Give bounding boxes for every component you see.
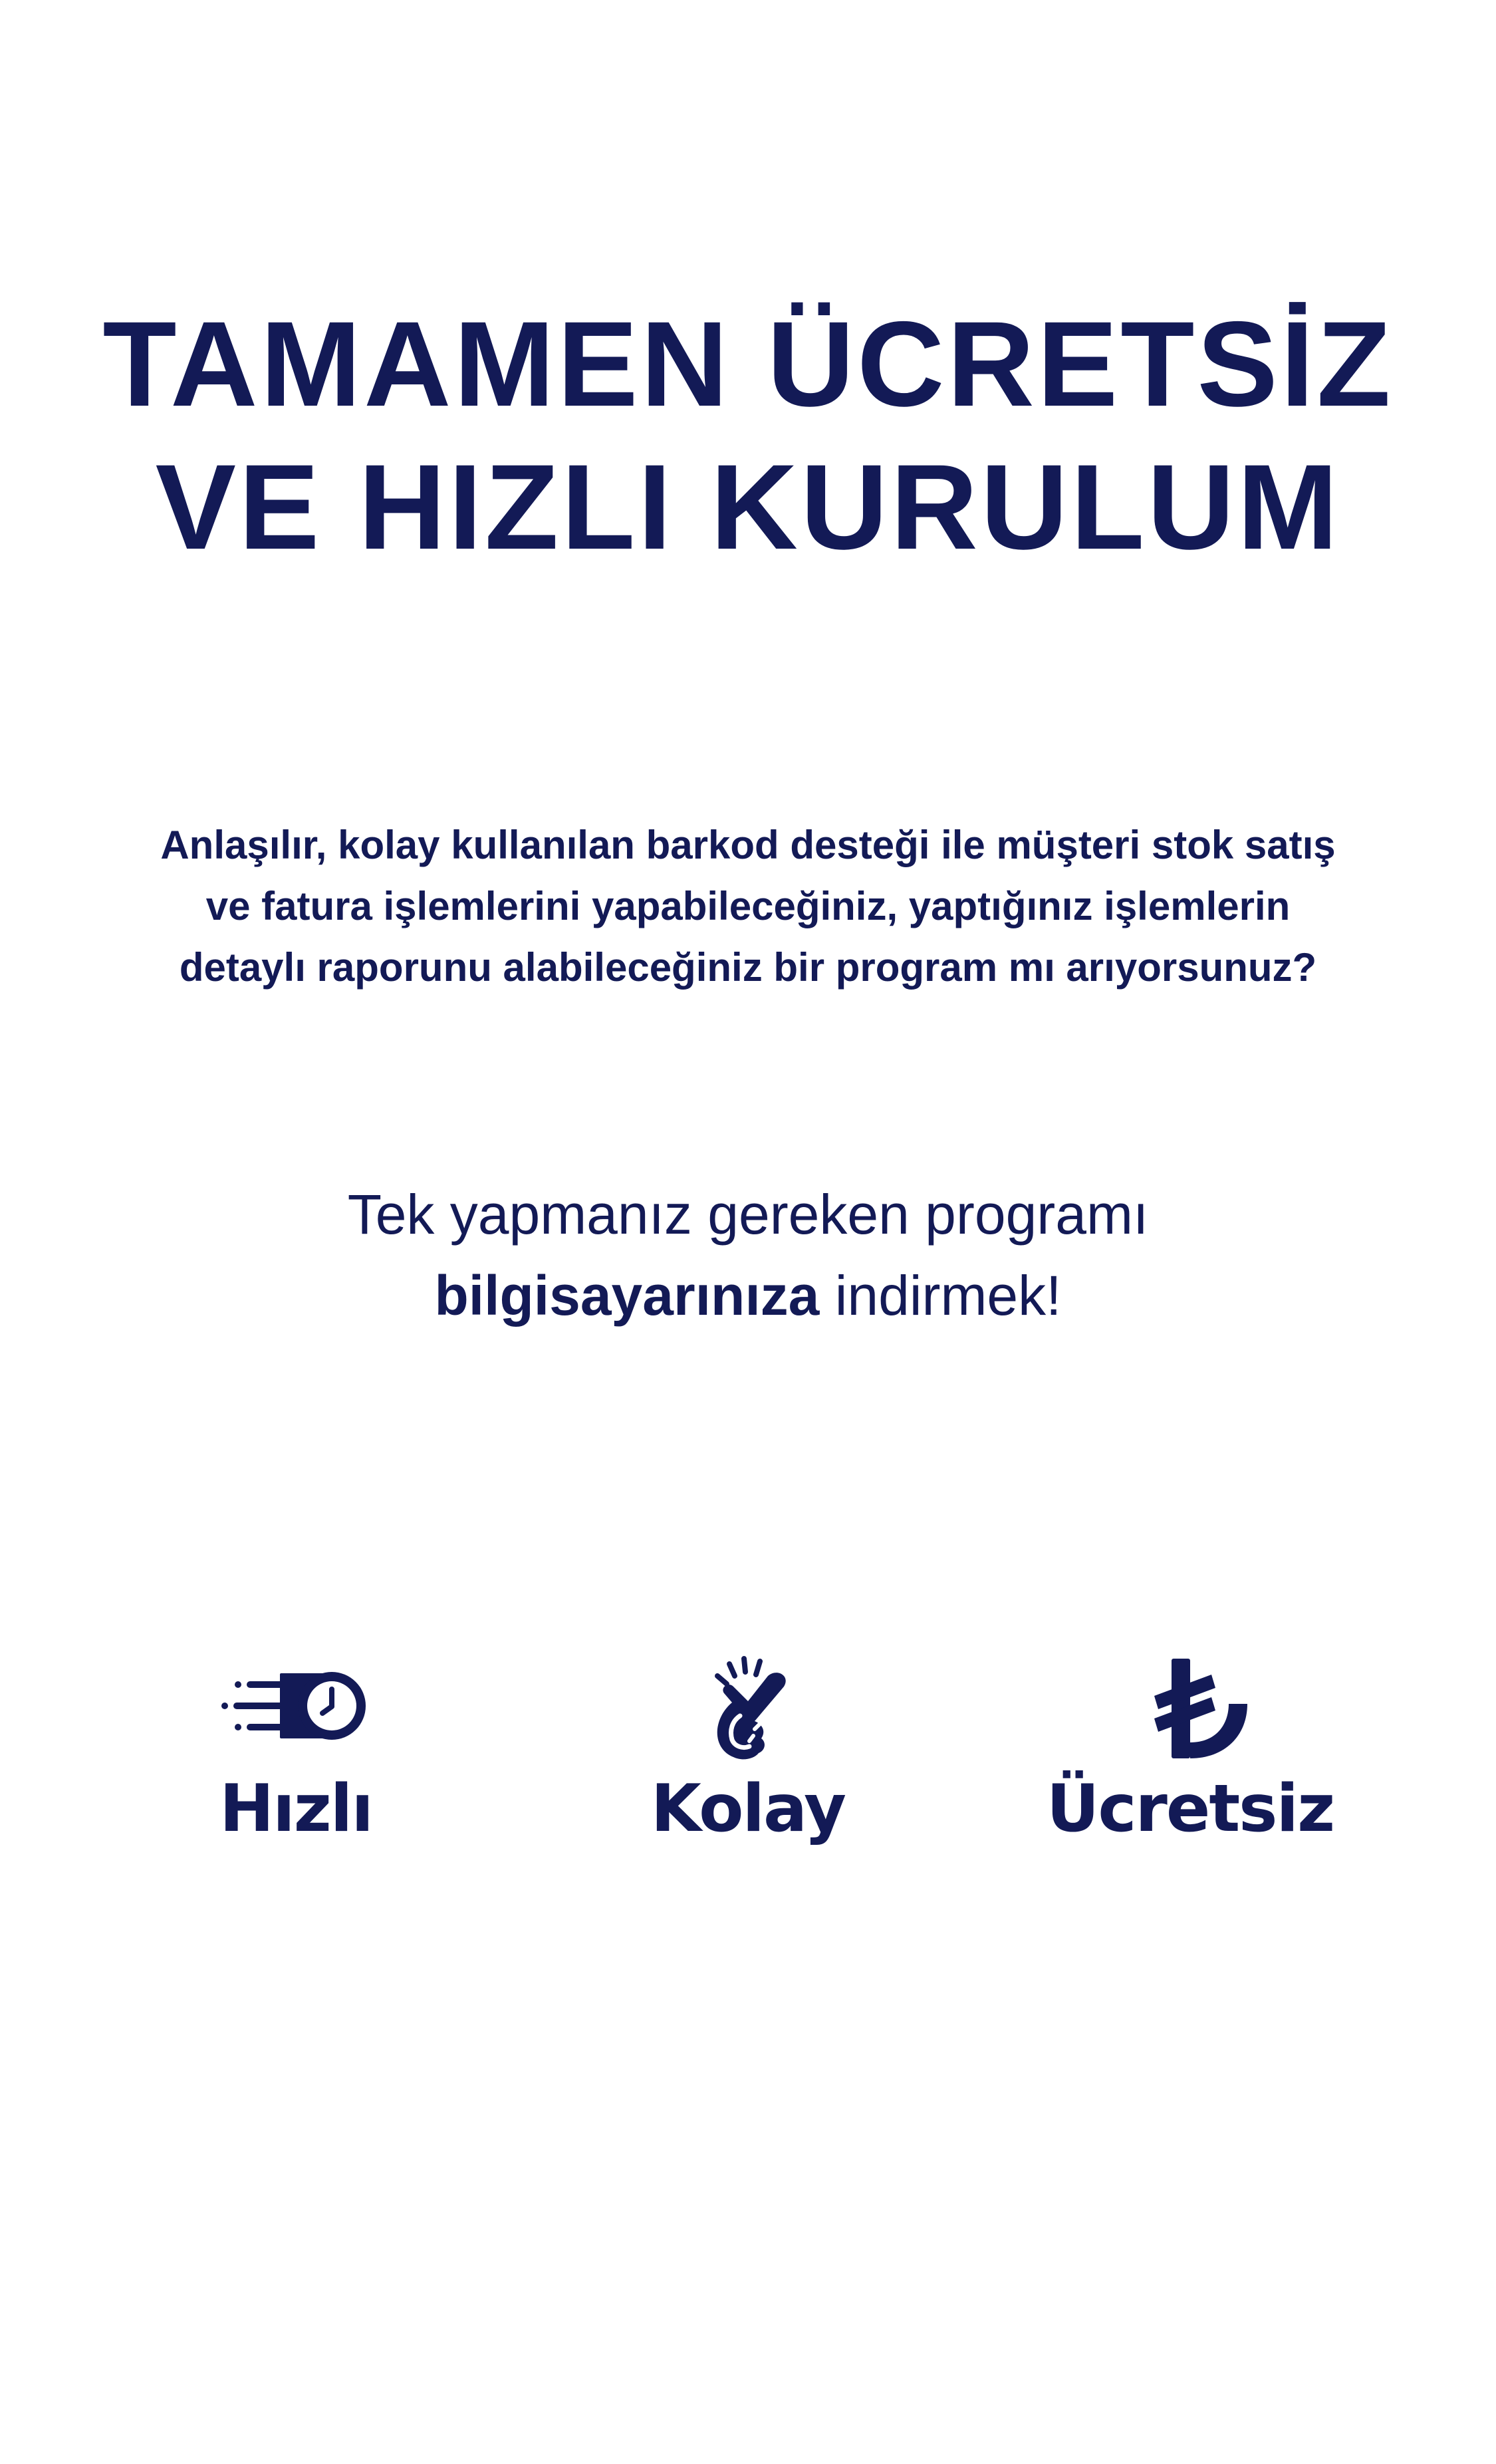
fast-clock-icon	[216, 1649, 376, 1762]
cta-bold-word: bilgisayarınıza	[434, 1264, 820, 1327]
description	[53, 815, 1443, 998]
description-line-1: Anlaşılır, kolay kullanılan barkod desteği ile müşteri stok satış	[160, 823, 1336, 867]
cta-rest: indirmek!	[819, 1264, 1062, 1327]
feature-free-label: Ücretsiz	[1046, 1771, 1334, 1847]
feature-easy	[582, 1649, 914, 1889]
cta-line-1: Tek yapmanız gereken programı	[347, 1183, 1149, 1246]
headline-line-1: TAMAMEN ÜCRETSİZ	[102, 296, 1394, 432]
description-line-2: ve fatura işlemlerini yapabileceğiniz, yaptığınız işlemlerin	[205, 884, 1291, 928]
headline-line-2: VE HIZLI KURULUM	[155, 439, 1341, 575]
headline	[0, 293, 1496, 579]
cta-line-2	[0, 1255, 1496, 1336]
feature-fast	[130, 1649, 462, 1889]
call-to-action	[0, 1174, 1496, 1336]
feature-free	[1024, 1649, 1356, 1889]
description-line-3: detaylı raporunu alabileceğiniz bir program mı arıyorsunuz?	[179, 945, 1317, 990]
feature-list	[0, 1649, 1496, 1889]
feature-easy-label: Kolay	[650, 1771, 846, 1847]
snap-fingers-icon	[668, 1649, 828, 1762]
turkish-lira-icon	[1110, 1649, 1270, 1762]
feature-fast-label: Hızlı	[219, 1771, 372, 1847]
